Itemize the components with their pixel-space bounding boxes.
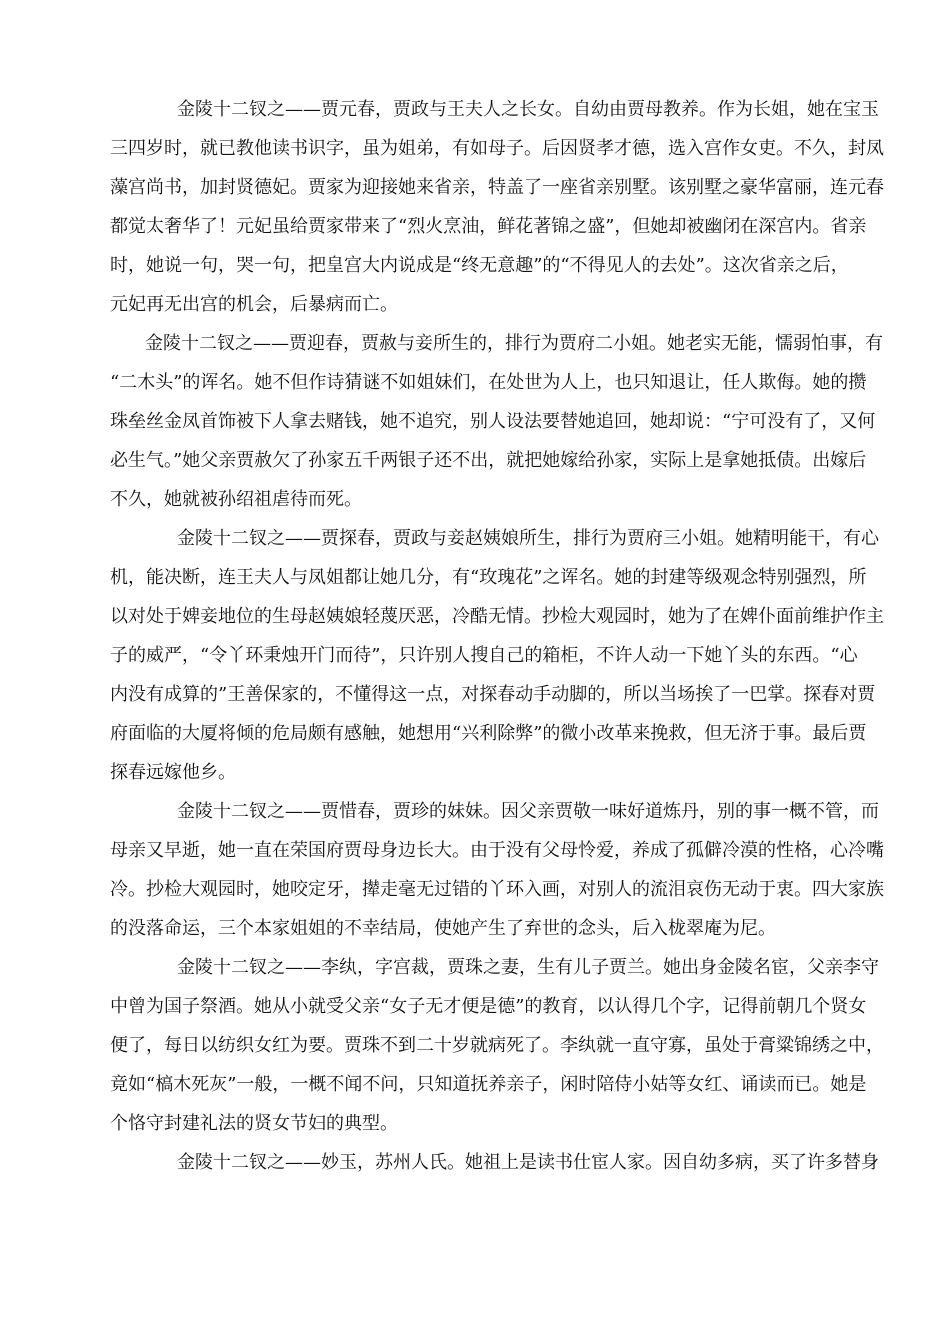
- paragraph-line: 金陵十二钗之——贾迎春，贾赦与妾所生的，排行为贾府二小姐。她老实无能，懦弱怕事，有: [145, 333, 883, 354]
- paragraph-line: 中曾为国子祭酒。她从小就受父亲“女子无才便是德”的教育，以认得几个字，记得前朝几个贤女: [110, 996, 867, 1017]
- paragraph-line: 个恪守封建礼法的贤女节妇的典型。: [110, 1113, 398, 1134]
- paragraph-line: 母亲又早逝，她一直在荣国府贾母身边长大。由于没有父母怜爱，养成了孤僻冷漠的性格，心冷嘴: [110, 840, 884, 861]
- paragraph-line: 机，能决断，连王夫人与凤姐都让她几分，有“玫瑰花”之诨名。她的封建等级观念特别强烈，所: [110, 567, 867, 588]
- paragraph-line: 都觉太奢华了！元妃虽给贾家带来了“烈火烹油，鲜花著锦之盛”，但她却被幽闭在深宫内。省亲: [110, 216, 867, 237]
- paragraph-line: “二木头”的诨名。她不但作诗猜谜不如姐妹们，在处世为人上，也只知退让，任人欺侮。她的攒: [110, 372, 867, 393]
- paragraph-line: 以对处于婢妾地位的生母赵姨娘轻蔑厌恶，冷酷无情。抄检大观园时，她为了在婢仆面前维护作主: [110, 606, 884, 627]
- paragraph-line: 子的威严，“令丫环秉烛开门而待”，只许别人搜自己的箱柜，不许人动一下她丫头的东西。“心: [110, 645, 858, 666]
- paragraph-line: 元妃再无出宫的机会，后暴病而亡。: [110, 294, 398, 315]
- paragraph-line: 冷。抄检大观园时，她咬定牙，撵走毫无过错的丫环入画，对别人的流泪哀伤无动于衷。四大家族: [110, 879, 884, 900]
- paragraph-line: 内没有成算的”王善保家的，不懂得这一点，对探春动手动脚的，所以当场挨了一巴掌。探春对贾: [110, 684, 876, 705]
- paragraph-line: 金陵十二钗之——妙玉，苏州人氏。她祖上是读书仕宦人家。因自幼多病，买了许多替身: [177, 1152, 879, 1173]
- paragraph-line: 的没落命运，三个本家姐姐的不幸结局，使她产生了弃世的念头，后入栊翠庵为尼。: [110, 918, 776, 939]
- paragraph-line: 必生气。”她父亲贾赦欠了孙家五千两银子还不出，就把她嫁给孙家，实际上是拿她抵债。出嫁后: [110, 450, 867, 471]
- paragraph-line: 珠垒丝金凤首饰被下人拿去赌钱，她不追究，别人设法要替她追回，她却说：“宁可没有了，又何: [110, 411, 876, 432]
- paragraph-line: 金陵十二钗之——贾探春，贾政与妾赵姨娘所生，排行为贾府三小姐。她精明能干，有心: [177, 528, 879, 549]
- paragraph-line: 竟如“槁木死灰”一般，一概不闻不问，只知道抚养亲子，闲时陪侍小姑等女红、诵读而已。她是: [110, 1074, 867, 1095]
- paragraph-line: 金陵十二钗之——贾惜春，贾珍的妹妹。因父亲贾敬一味好道炼丹，别的事一概不管，而: [177, 801, 879, 822]
- paragraph-line: 府面临的大厦将倾的危局颇有感触，她想用“兴利除弊”的微小改革来挽救，但无济于事。最后贾: [110, 723, 867, 744]
- paragraph-line: 金陵十二钗之——李纨，字宫裁，贾珠之妻，生有儿子贾兰。她出身金陵名宦，父亲李守: [177, 957, 879, 978]
- paragraph-line: 三四岁时，就已教他读书识字，虽为姐弟，有如母子。后因贤孝才德，选入宫作女吏。不久，封凤: [110, 138, 884, 159]
- paragraph-line: 时，她说一句，哭一句，把皇宫大内说成是“终无意趣”的“不得见人的去处”。这次省亲之后，: [110, 255, 849, 276]
- paragraph-line: 金陵十二钗之——贾元春，贾政与王夫人之长女。自幼由贾母教养。作为长姐，她在宝玉: [177, 99, 879, 120]
- paragraph-line: 探春远嫁他乡。: [110, 762, 236, 783]
- paragraph-line: 藻宫尚书，加封贤德妃。贾家为迎接她来省亲，特盖了一座省亲别墅。该别墅之豪华富丽，连元春: [110, 177, 884, 198]
- paragraph-line: 便了，每日以纺织女红为要。贾珠不到二十岁就病死了。李纨就一直守寡，虽处于膏粱锦绣之中，: [110, 1035, 884, 1056]
- paragraph-line: 不久，她就被孙绍祖虐待而死。: [110, 489, 362, 510]
